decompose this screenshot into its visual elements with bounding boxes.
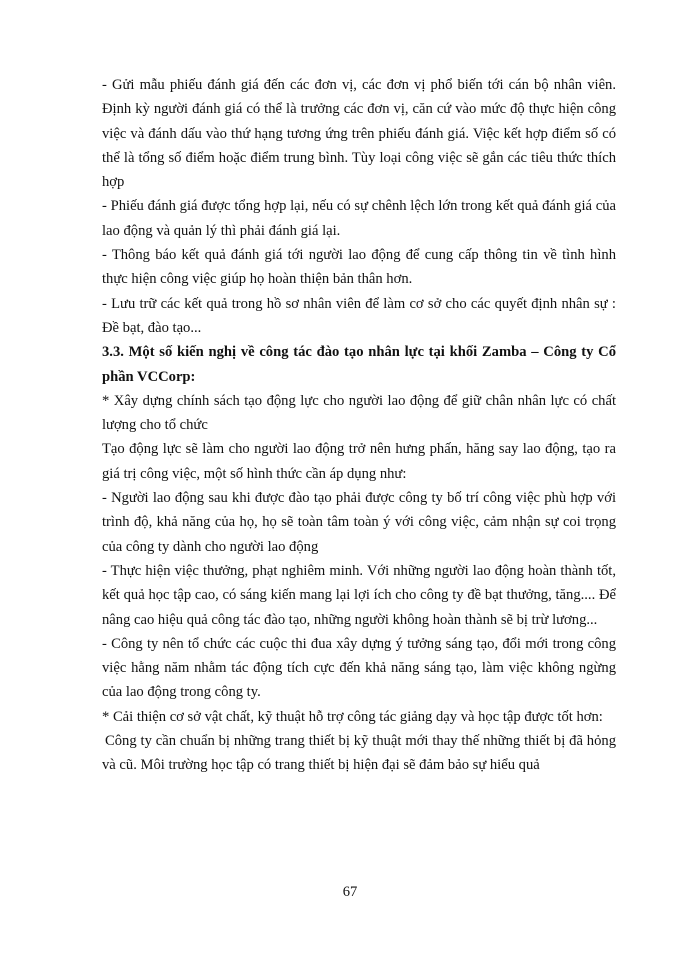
paragraph-motivation-intro: Tạo động lực sẽ làm cho người lao động trở nên hưng phấn, hăng say lao động, tạo ra giá trị công việc, một số hình thức cần áp dụng như: (102, 441, 616, 482)
paragraph-evaluation-form-distribution: - Gửi mẫu phiếu đánh giá đến các đơn vị, các đơn vị phổ biến tới cán bộ nhân viên. Định kỳ người đánh giá có thể là trưởng các đơn vị, căn cứ vào mức độ thực hiện công việc và đánh dấu vào thứ hạng tương ứng trên phiếu đánh giá. Việc kết hợp điểm số có thể là tổng số điểm hoặc điểm trung bình. Tùy loại công việc sẽ gắn các tiêu thức thích hợp (102, 77, 616, 191)
paragraph-equipment-replacement: Công ty cần chuẩn bị những trang thiết bị kỹ thuật mới thay thế những thiết bị đã hỏng và cũ. Môi trường học tập có trang thiết bị hiện đại sẽ đảm bảo sự hiểu quả (102, 733, 616, 774)
page-number: 67 (342, 884, 358, 900)
paragraph-innovation-contests: - Công ty nên tổ chức các cuộc thi đua xây dựng ý tưởng sáng tạo, đổi mới trong công việc hằng năm nhằm tác động tích cực đến khả năng sáng tạo, làm việc không ngừng của lao động trong công ty. (102, 635, 616, 701)
paragraph-result-archiving: - Lưu trữ các kết quả trong hồ sơ nhân viên để làm cơ sở cho các quyết định nhân sự : Đề bạt, đào tạo... (102, 295, 616, 336)
paragraph-motivation-policy: * Xây dựng chính sách tạo động lực cho người lao động để giữ chân nhân lực có chất lượng cho tổ chức (102, 392, 616, 434)
section-heading-3-3: 3.3. Một số kiến nghị về công tác đào tạo nhân lực tại khối Zamba – Công ty Cổ phần VCCorp: (102, 344, 616, 385)
paragraph-result-notification: - Thông báo kết quả đánh giá tới người lao động để cung cấp thông tin về tình hình thực hiện công việc giúp họ hoàn thiện bản thân hơn. (102, 247, 616, 288)
paragraph-evaluation-aggregation: - Phiếu đánh giá được tổng hợp lại, nếu có sự chênh lệch lớn trong kết quả đánh giá của lao động và quản lý thì phải đánh giá lại. (102, 198, 616, 239)
paragraph-facilities-improvement: * Cải thiện cơ sở vật chất, kỹ thuật hỗ trợ công tác giảng dạy và học tập được tốt hơn: (102, 708, 603, 725)
paragraph-job-placement: - Người lao động sau khi được đào tạo phải được công ty bố trí công việc phù hợp với trình độ, khả năng của họ, họ sẽ toàn tâm toàn ý với công việc, cảm nhận sự coi trọng của công ty dành cho người lao động (102, 490, 616, 555)
document-body (102, 73, 616, 778)
paragraph-reward-discipline: - Thực hiện việc thưởng, phạt nghiêm minh. Với những người lao động hoàn thành tốt, kết quả học tập cao, có sáng kiến mang lại lợi ích cho công ty đề bạt thưởng, tăng.... Để nâng cao hiệu quả công tác đào tạo, những người không hoàn thành sẽ bị trừ lương... (102, 562, 616, 628)
